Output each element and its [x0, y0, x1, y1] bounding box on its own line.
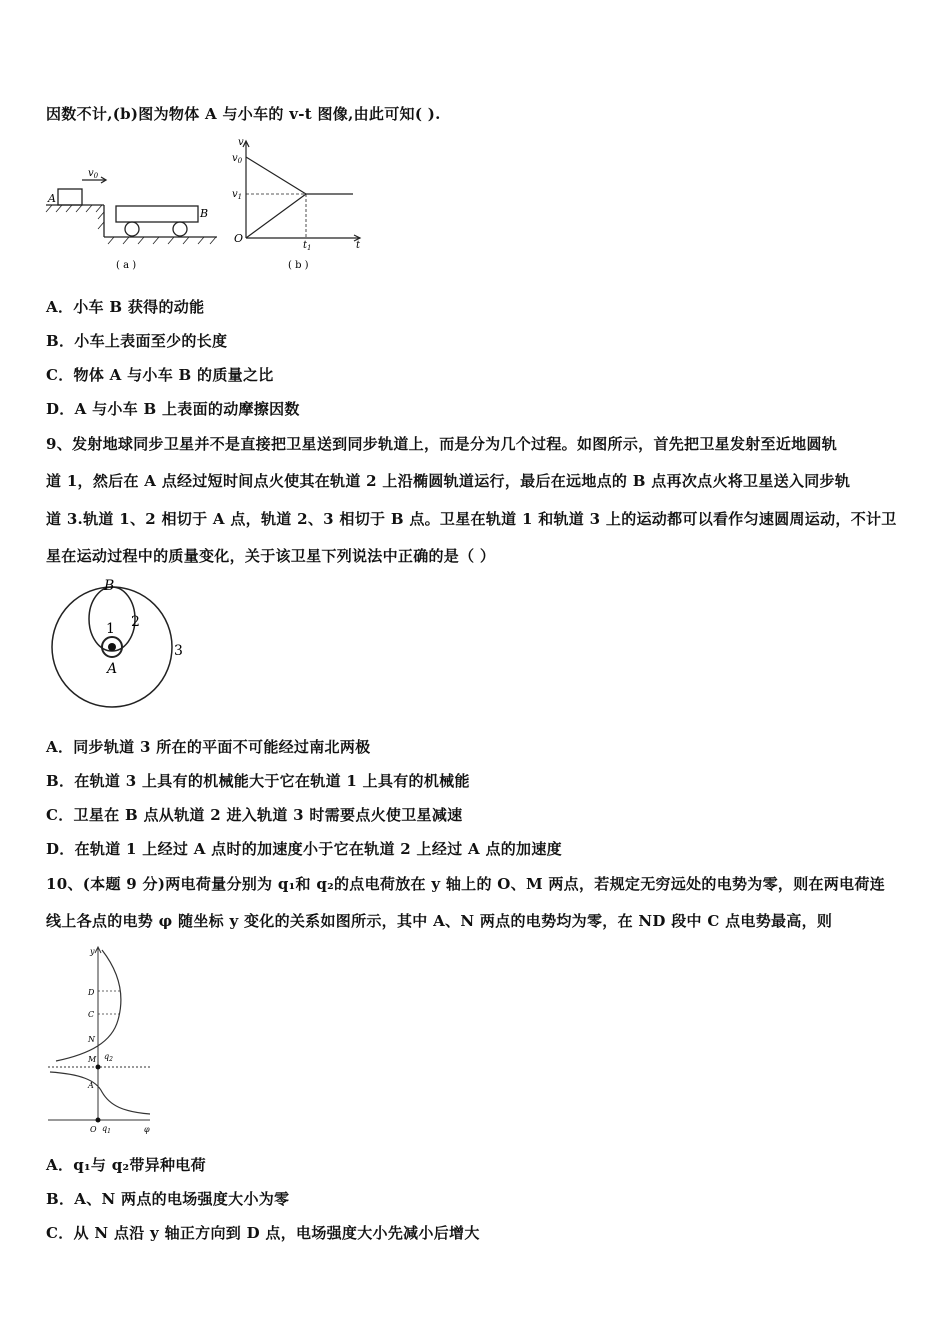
fig-b-caption: ( b )	[288, 260, 309, 271]
orbit-label-2: 2	[131, 614, 140, 630]
graph-label-O: O	[90, 1125, 97, 1134]
fig-b-origin: O	[234, 232, 244, 245]
fig-b-v0: $v_0$	[232, 153, 243, 165]
q9-stem-line-3: 道 3.轨道 1、2 相切于 A 点，轨道 2、3 相切于 B 点。卫星在轨道 1 和轨道 3 上的运动都可以看作匀速圆周运动，不计卫	[46, 510, 897, 528]
graph-label-C: C	[88, 1010, 95, 1019]
fig-b-axis-t: t	[356, 240, 361, 251]
q9-stem-line-1: 9、发射地球同步卫星并不是直接把卫星送到同步轨道上，而是分为几个过程。如图所示，首先把卫星发射至近地圆轨	[46, 435, 838, 453]
q8-intro: 因数不计,(b)图为物体 A 与小车的 v-t 图像,由此可知( ).	[46, 105, 441, 123]
orbit-label-3: 3	[174, 643, 183, 659]
q9-option-c: C．卫星在 B 点从轨道 2 进入轨道 3 时需要点火使卫星减速	[46, 806, 463, 824]
graph-label-N: N	[88, 1035, 95, 1044]
q8-option-b: B．小车上表面至少的长度	[46, 332, 228, 350]
q8-option-d: D．A 与小车 B 上表面的动摩擦因数	[46, 400, 300, 418]
q8-option-c: C．物体 A 与小车 B 的质量之比	[46, 366, 274, 384]
graph-axis-phi: φ	[144, 1125, 150, 1134]
fig-a-v0: $v_0$	[88, 168, 99, 180]
q9-option-a: A．同步轨道 3 所在的平面不可能经过南北两极	[46, 738, 371, 756]
q9-option-b: B．在轨道 3 上具有的机械能大于它在轨道 1 上具有的机械能	[46, 772, 470, 790]
graph-label-A: A	[88, 1081, 94, 1090]
graph-label-M: M	[88, 1055, 97, 1064]
q10-stem-line-2: 线上各点的电势 φ 随坐标 y 变化的关系如图所示，其中 A、N 两点的电势均为零，在 ND 段中 C 点电势最高，则	[46, 912, 833, 930]
orbit-label-B: B	[104, 578, 115, 594]
fig-a-label-B: B	[200, 207, 209, 220]
figure-satellite-orbits	[48, 575, 198, 725]
q10-option-a: A．q₁与 q₂带异种电荷	[46, 1156, 206, 1174]
fig-a-caption: ( a )	[116, 260, 137, 271]
fig-a-label-A: A	[48, 192, 56, 205]
fig-b-axis-v: v	[238, 137, 244, 148]
figure-a-block-on-cart	[44, 150, 224, 290]
orbit-label-A: A	[107, 661, 118, 677]
graph-label-D: D	[88, 988, 95, 997]
graph-axis-y: y	[90, 947, 95, 956]
q10-option-b: B．A、N 两点的电场强度大小为零	[46, 1190, 290, 1208]
figure-potential-graph	[40, 940, 160, 1140]
orbit-label-1: 1	[106, 621, 115, 637]
q9-stem-line-2: 道 1，然后在 A 点经过短时间点火使其在轨道 2 上沿椭圆轨道运行，最后在远地点的 B 点再次点火将卫星送入同步轨	[46, 472, 851, 490]
q9-option-d: D．在轨道 1 上经过 A 点时的加速度小于它在轨道 2 上经过 A 点的加速度	[46, 840, 562, 858]
q10-stem-line-1: 10、(本题 9 分)两电荷量分别为 q₁和 q₂的点电荷放在 y 轴上的 O、M 两点，若规定无穷远处的电势为零，则在两电荷连	[46, 875, 885, 893]
figure-b-vt-graph	[226, 134, 366, 274]
q8-option-a: A．小车 B 获得的动能	[46, 298, 205, 316]
fig-b-v1: $v_1$	[232, 189, 243, 201]
graph-label-q2: $q_2$	[104, 1052, 113, 1063]
q10-option-c: C．从 N 点沿 y 轴正方向到 D 点，电场强度大小先减小后增大	[46, 1224, 480, 1242]
graph-label-q1: $q_1$	[102, 1124, 111, 1135]
q9-stem-line-4: 星在运动过程中的质量变化，关于该卫星下列说法中正确的是（ ）	[46, 547, 496, 565]
fig-b-t1: $t_1$	[303, 240, 312, 252]
